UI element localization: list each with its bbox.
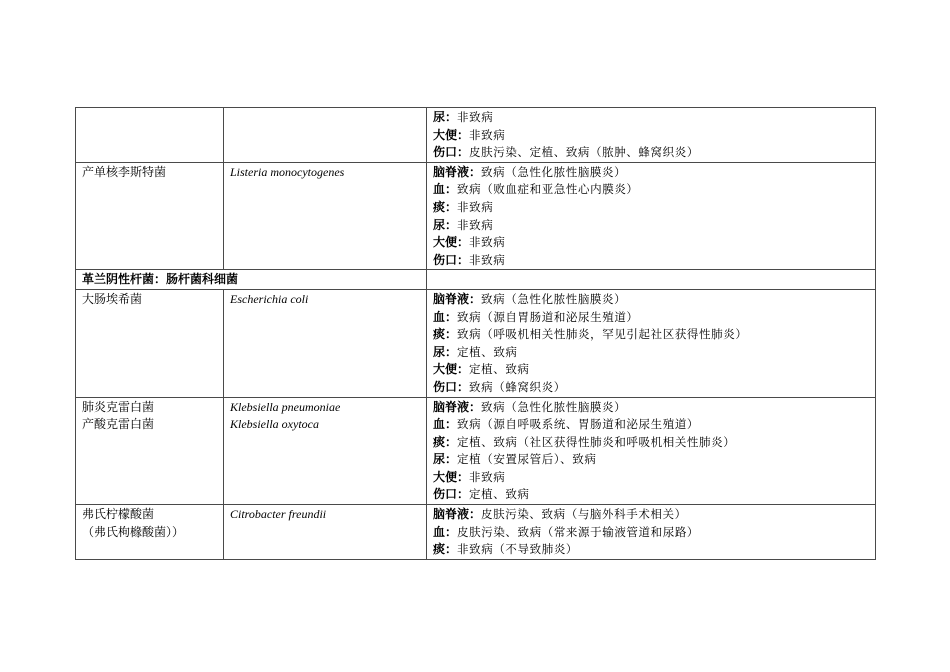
scientific-name: Citrobacter freundii [230, 507, 327, 522]
chinese-name-cell [76, 289, 224, 397]
specimen-line: 痰：致病（呼吸机相关性肺炎，罕见引起社区获得性肺炎） [433, 327, 748, 342]
specimen-line: 脑脊液：致病（急性化脓性脑膜炎） [433, 291, 627, 306]
specimen-line: 伤口：定植、致病 [433, 487, 530, 502]
scientific-name-cell [224, 397, 427, 505]
chinese-name-cell [76, 108, 224, 163]
specimen-line: 脑脊液：皮肤污染、致病（与脑外科手术相关） [433, 507, 687, 522]
specimen-line: 大便：定植、致病 [433, 362, 530, 377]
specimen-line: 伤口：致病（蜂窝织炎） [433, 379, 566, 394]
empty-cell [427, 270, 876, 290]
specimen-line: 血：致病（源自呼吸系统、胃肠道和泌尿生殖道） [433, 417, 700, 432]
chinese-name: 弗氏柠檬酸菌 [82, 507, 155, 522]
chinese-name-cell [76, 505, 224, 560]
pathogen-table [75, 107, 876, 560]
table-row [76, 289, 876, 397]
specimen-line: 大便：非致病 [433, 127, 506, 142]
chinese-name: 产酸克雷白菌 [82, 417, 155, 432]
scientific-name: Escherichia coli [230, 291, 309, 306]
section-row [76, 270, 876, 290]
scientific-name: Klebsiella pneumoniae [230, 399, 341, 414]
table-row [76, 505, 876, 560]
specimen-line: 尿：定植、致病 [433, 344, 518, 359]
table-row [76, 397, 876, 505]
table-row [76, 108, 876, 163]
scientific-name-cell [224, 289, 427, 397]
scientific-name: Listeria monocytogenes [230, 164, 345, 179]
specimen-line: 伤口：皮肤污染、定植、致病（脓肿、蜂窝织炎） [433, 145, 699, 160]
specimen-line: 痰：定植、致病（社区获得性肺炎和呼吸机相关性肺炎） [433, 434, 736, 449]
specimen-cell [427, 289, 876, 397]
scientific-name-cell [224, 108, 427, 163]
chinese-name: 肺炎克雷白菌 [82, 399, 155, 414]
scientific-name: Klebsiella oxytoca [230, 417, 319, 432]
specimen-line: 尿：非致病 [433, 110, 494, 124]
specimen-cell [427, 108, 876, 163]
chinese-name-cell [76, 397, 224, 505]
section-heading: 革兰阴性杆菌：肠杆菌科细菌 [76, 270, 427, 290]
chinese-name: 产单核李斯特菌 [82, 164, 167, 179]
specimen-line: 痰：非致病（不导致肺炎） [433, 542, 579, 557]
scientific-name-cell [224, 505, 427, 560]
specimen-line: 脑脊液：致病（急性化脓性脑膜炎） [433, 164, 627, 179]
specimen-cell [427, 505, 876, 560]
chinese-name: （弗氏枸橼酸菌）） [82, 524, 185, 539]
specimen-line: 血：皮肤污染、致病（常来源于输液管道和尿路） [433, 524, 700, 539]
specimen-line: 尿：定植（安置尿管后）、致病 [433, 452, 597, 467]
specimen-line: 血：致病（败血症和亚急性心内膜炎） [433, 182, 639, 197]
specimen-line: 脑脊液：致病（急性化脓性脑膜炎） [433, 399, 627, 414]
specimen-line: 伤口：非致病 [433, 252, 506, 267]
specimen-cell [427, 397, 876, 505]
table-row [76, 162, 876, 270]
specimen-cell [427, 162, 876, 270]
specimen-line: 痰：非致病 [433, 199, 494, 214]
specimen-line: 大便：非致病 [433, 469, 506, 484]
specimen-line: 尿：非致病 [433, 217, 494, 232]
chinese-name-cell [76, 162, 224, 270]
scientific-name-cell [224, 162, 427, 270]
specimen-line: 血：致病（源自胃肠道和泌尿生殖道） [433, 309, 639, 324]
specimen-line: 大便：非致病 [433, 235, 506, 250]
chinese-name: 大肠埃希菌 [82, 291, 143, 306]
